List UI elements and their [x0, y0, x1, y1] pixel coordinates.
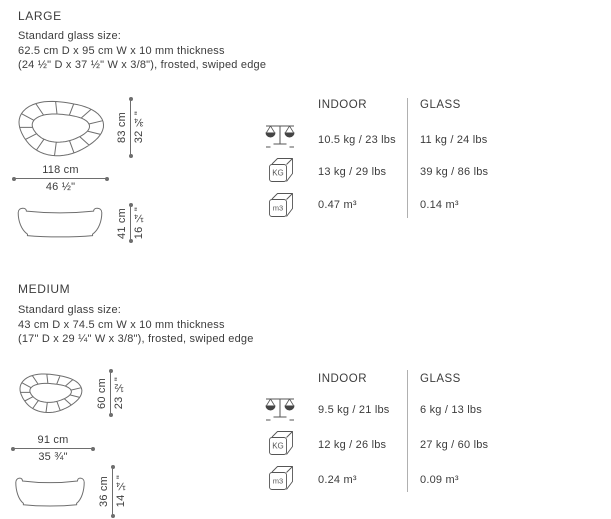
table-cell-glass: 11 kg / 24 lbs	[420, 134, 488, 146]
top-view-width-dimension-large	[13, 164, 108, 193]
scale-icon	[264, 396, 296, 422]
dimension-imperial-label: 35 ¾"	[38, 451, 68, 463]
dimension-line	[130, 205, 131, 241]
svg-text:m3: m3	[272, 476, 284, 486]
dimension-line	[12, 448, 94, 449]
glass-size-block-medium	[18, 303, 254, 347]
table-cell-indoor: 0.47 m³	[318, 199, 357, 211]
dimension-metric-label: 118 cm	[42, 164, 79, 176]
table-cell-glass: 27 kg / 60 lbs	[420, 439, 489, 451]
table-cell-indoor: 10.5 kg / 23 lbs	[318, 134, 396, 146]
table-cell-glass: 39 kg / 86 lbs	[420, 166, 489, 178]
kg-box-icon	[268, 157, 294, 183]
column-header-glass: GLASS	[420, 373, 461, 385]
dimension-line	[110, 371, 111, 415]
dimension-line	[112, 467, 113, 516]
dimension-metric-label: 36 cm	[98, 476, 110, 507]
dimension-imperial-label: 16 ¼"	[133, 206, 146, 240]
column-header-indoor: INDOOR	[318, 99, 367, 111]
top-view-drawing-large	[15, 96, 105, 159]
column-header-indoor: INDOOR	[318, 373, 367, 385]
glass-size-label: Standard glass size:	[18, 304, 122, 316]
section-title-large: LARGE	[18, 9, 62, 23]
table-cell-indoor: 9.5 kg / 21 lbs	[318, 404, 390, 416]
dimension-metric-label: 83 cm	[116, 112, 128, 143]
column-header-glass: GLASS	[420, 99, 461, 111]
kg-box-icon	[268, 430, 294, 456]
top-view-height-dimension-large	[116, 99, 145, 156]
top-view-height-dimension-medium	[96, 371, 125, 415]
glass-size-imperial: (17" D x 29 ¼" W x 3/8"), frosted, swiped edge	[18, 333, 254, 345]
glass-size-block-large	[18, 29, 266, 73]
side-view-drawing-large	[16, 206, 104, 239]
glass-size-metric: 62.5 cm D x 95 cm W x 10 mm thickness	[18, 44, 225, 57]
table-cell-indoor: 12 kg / 26 lbs	[318, 439, 387, 451]
side-view-drawing-medium	[14, 476, 86, 508]
svg-text:KG: KG	[272, 168, 284, 178]
table-cell-indoor: 13 kg / 29 lbs	[318, 166, 387, 178]
table-cell-glass: 0.14 m³	[420, 199, 459, 211]
table-column-divider	[407, 370, 408, 492]
table-cell-glass: 6 kg / 13 lbs	[420, 404, 482, 416]
svg-text:m3: m3	[272, 203, 284, 213]
side-view-height-dimension-medium	[98, 467, 127, 516]
glass-size-imperial: (24 ½" D x 37 ½" W x 3/8"), frosted, swiped edge	[18, 59, 267, 71]
dimension-metric-label: 91 cm	[37, 434, 69, 446]
table-cell-glass: 0.09 m³	[420, 474, 459, 486]
table-column-divider	[407, 98, 408, 218]
dimension-imperial-label: 14 ¼"	[115, 475, 128, 508]
dimension-imperial-label: 23 ½"	[113, 376, 126, 410]
top-view-drawing-medium	[16, 369, 84, 416]
glass-size-metric: 43 cm D x 74.5 cm W x 10 mm thickness	[18, 318, 225, 331]
dimension-line	[13, 178, 108, 179]
dimension-metric-label: 41 cm	[116, 207, 128, 239]
section-title-medium: MEDIUM	[18, 282, 71, 296]
dimension-metric-label: 60 cm	[96, 377, 108, 409]
dimension-imperial-label: 46 ½"	[45, 181, 76, 193]
m3-box-icon	[268, 465, 294, 491]
side-view-height-dimension-large	[116, 205, 145, 241]
table-cell-indoor: 0.24 m³	[318, 474, 357, 486]
scale-icon	[264, 123, 296, 149]
svg-text:KG: KG	[272, 441, 284, 451]
glass-size-label: Standard glass size:	[18, 30, 122, 42]
dimension-imperial-label: 32 ¾"	[133, 111, 146, 144]
dimension-line	[130, 99, 131, 156]
m3-box-icon	[268, 192, 294, 218]
top-view-width-dimension-medium	[12, 434, 94, 463]
